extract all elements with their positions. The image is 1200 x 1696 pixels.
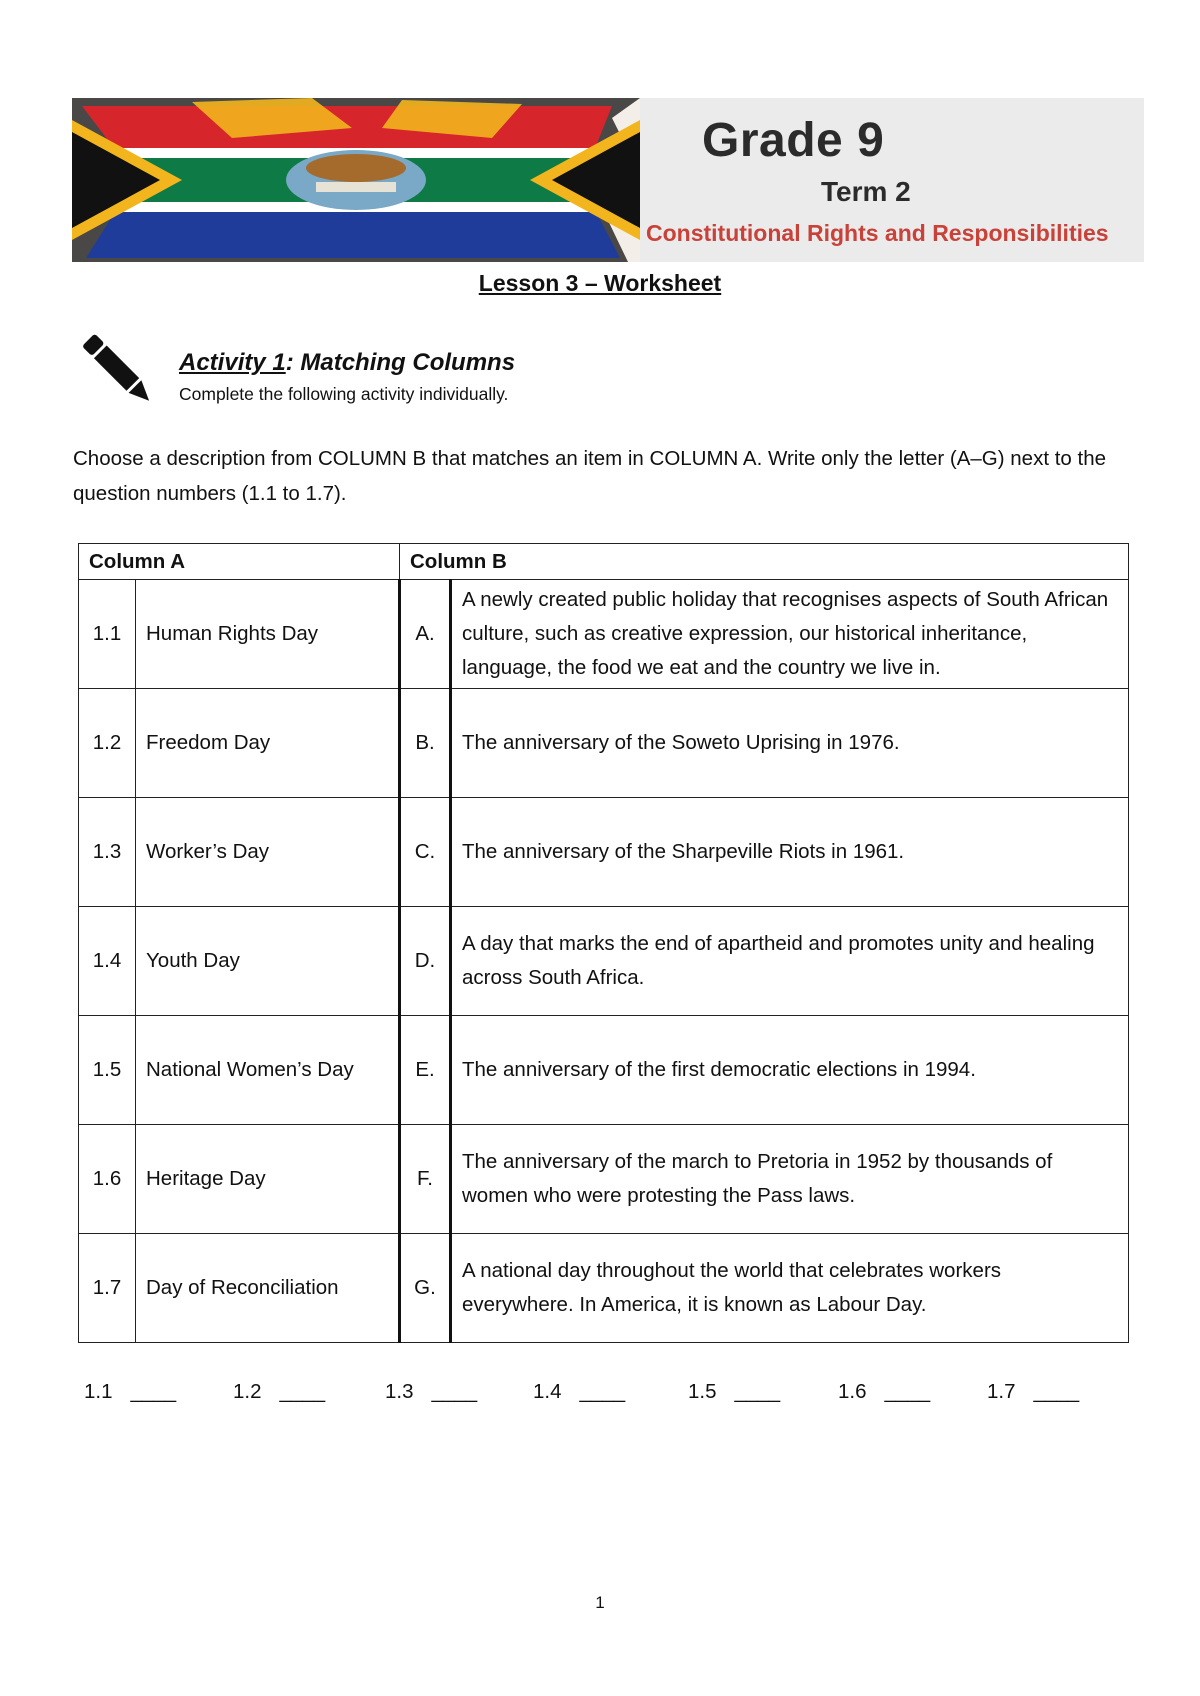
- instructions: Choose a description from COLUMN B that matches an item in COLUMN A. Write only the letter (A–G) next to the question numbers (1.1 to 1.7).: [73, 447, 1106, 505]
- table-row: [79, 580, 1129, 689]
- question-number: 1.1: [79, 580, 136, 689]
- answer-blank[interactable]: ____: [1033, 1380, 1080, 1403]
- table-row: [79, 689, 1129, 798]
- answer-number: 1.4: [533, 1380, 562, 1403]
- column-b-description: The anniversary of the first democratic elections in 1994.: [451, 1016, 1129, 1125]
- answer-number: 1.5: [688, 1380, 717, 1403]
- answer-number: 1.6: [838, 1380, 867, 1403]
- column-b-letter: A.: [400, 580, 451, 689]
- question-number: 1.2: [79, 689, 136, 798]
- column-b-letter: G.: [400, 1234, 451, 1343]
- activity-title: [179, 349, 515, 377]
- answer-number: 1.3: [385, 1380, 414, 1403]
- answer-blank[interactable]: ____: [734, 1380, 781, 1403]
- answer-item: [838, 1380, 930, 1404]
- answer-item: [385, 1380, 477, 1404]
- table-row: [79, 1234, 1129, 1343]
- column-b-description: The anniversary of the Sharpeville Riots in 1961.: [451, 798, 1129, 907]
- answer-blank[interactable]: ____: [431, 1380, 478, 1403]
- answer-item: [84, 1380, 176, 1404]
- column-a-item: Worker’s Day: [136, 798, 400, 907]
- subject-title: Constitutional Rights and Responsibilities: [646, 220, 1109, 246]
- column-a-item: National Women’s Day: [136, 1016, 400, 1125]
- table-row: [79, 1125, 1129, 1234]
- answer-number: 1.2: [233, 1380, 262, 1403]
- column-b-header: Column B: [400, 544, 1129, 580]
- column-a-header: Column A: [79, 544, 400, 580]
- table-row: [79, 798, 1129, 907]
- answer-item: [233, 1380, 325, 1404]
- column-a-item: Heritage Day: [136, 1125, 400, 1234]
- question-number: 1.6: [79, 1125, 136, 1234]
- activity-name: : Matching Columns: [285, 349, 516, 376]
- activity-number: Activity 1: [179, 349, 286, 376]
- answer-number: 1.7: [987, 1380, 1016, 1403]
- column-b-letter: B.: [400, 689, 451, 798]
- column-b-letter: E.: [400, 1016, 451, 1125]
- column-b-letter: C.: [400, 798, 451, 907]
- lesson-title: Lesson 3 – Worksheet: [478, 270, 722, 296]
- column-a-item: Freedom Day: [136, 689, 400, 798]
- column-b-description: The anniversary of the Soweto Uprising in 1976.: [451, 689, 1129, 798]
- column-b-description: A newly created public holiday that recognises aspects of South African culture, such as creative expression, our historical inheritance, language, the food we eat and the country we live in.: [451, 580, 1129, 689]
- term-label: Term 2: [821, 176, 911, 207]
- answer-blank[interactable]: ____: [579, 1380, 626, 1403]
- question-number: 1.7: [79, 1234, 136, 1343]
- activity-subtitle: Complete the following activity individually.: [179, 384, 509, 404]
- column-b-description: A day that marks the end of apartheid and promotes unity and healing across South Africa.: [451, 907, 1129, 1016]
- page-number: 1: [595, 1593, 605, 1612]
- column-a-item: Day of Reconciliation: [136, 1234, 400, 1343]
- question-number: 1.5: [79, 1016, 136, 1125]
- answer-number: 1.1: [84, 1380, 113, 1403]
- column-b-description: The anniversary of the march to Pretoria in 1952 by thousands of women who were protesting the Pass laws.: [451, 1125, 1129, 1234]
- column-a-item: Human Rights Day: [136, 580, 400, 689]
- answer-item: [688, 1380, 780, 1404]
- answer-blank[interactable]: ____: [279, 1380, 326, 1403]
- south-african-flag-splash: [72, 98, 640, 262]
- answer-blank[interactable]: ____: [884, 1380, 931, 1403]
- question-number: 1.4: [79, 907, 136, 1016]
- grade-title: Grade 9: [702, 114, 885, 167]
- column-b-letter: F.: [400, 1125, 451, 1234]
- answer-blank[interactable]: ____: [130, 1380, 177, 1403]
- table-row: [79, 1016, 1129, 1125]
- matching-table: [78, 543, 1129, 1343]
- column-b-letter: D.: [400, 907, 451, 1016]
- column-a-item: Youth Day: [136, 907, 400, 1016]
- question-number: 1.3: [79, 798, 136, 907]
- table-row: [79, 907, 1129, 1016]
- answer-item: [533, 1380, 625, 1404]
- column-b-description: A national day throughout the world that celebrates workers everywhere. In America, it is known as Labour Day.: [451, 1234, 1129, 1343]
- pencil-icon: [80, 332, 156, 410]
- answer-item: [987, 1380, 1079, 1404]
